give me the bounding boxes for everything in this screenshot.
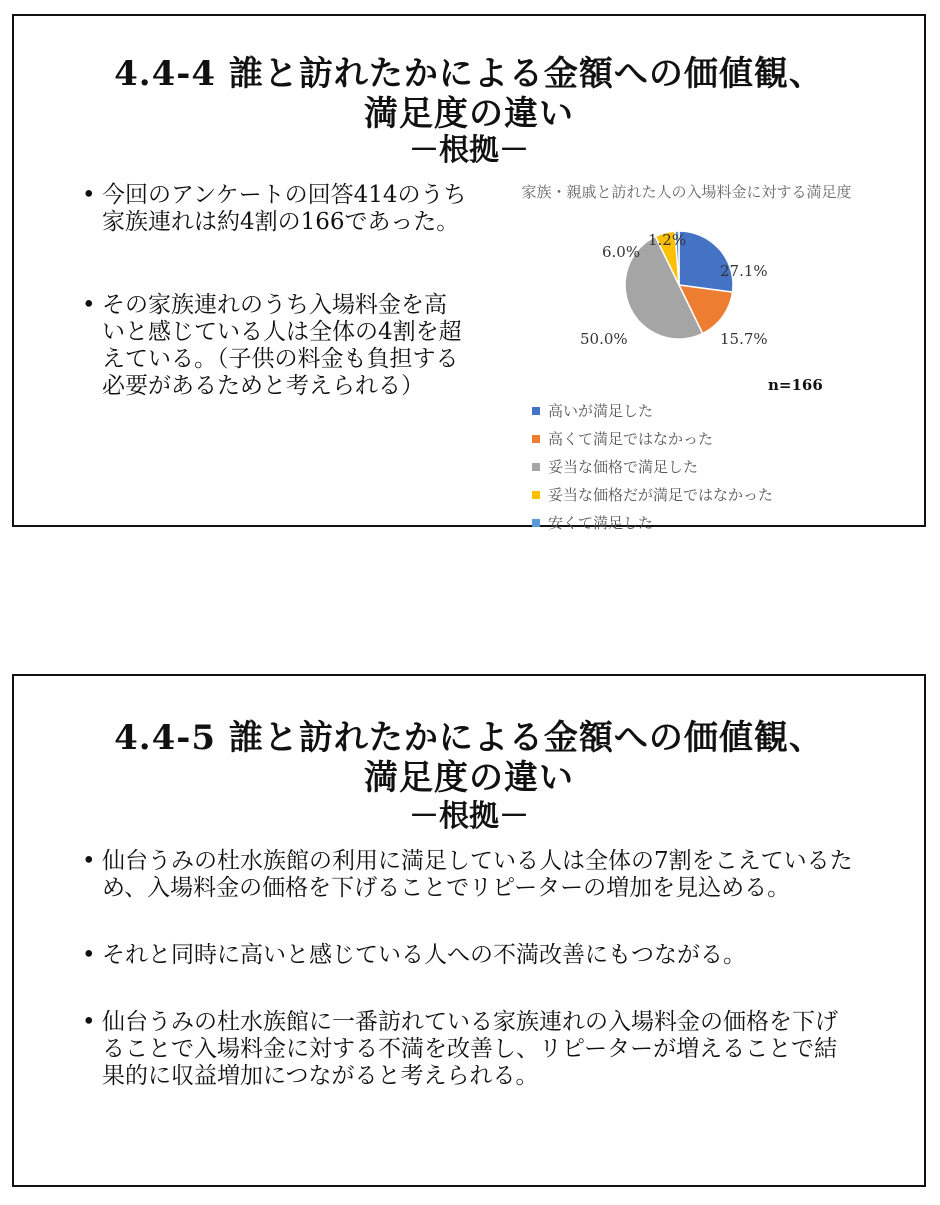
slide1-title-line2: 満足度の違い: [364, 94, 574, 134]
slide2-bullet: • それと同時に高いと感じている人への不満改善にもつながる。: [78, 942, 858, 969]
slide2-title-line2: 満足度の違い: [364, 758, 574, 798]
legend-label: 高いが満足した: [548, 402, 654, 420]
legend-label: 妥当な価格で満足した: [548, 458, 699, 476]
chart-legend: [532, 397, 773, 537]
legend-swatch: [532, 463, 540, 471]
legend-item: [532, 481, 773, 509]
sample-size-label: n=166: [768, 376, 823, 394]
slide2-bullet-list: [78, 848, 858, 1090]
satisfaction-pie-chart: [514, 181, 914, 532]
slice-label-1: 1.2%: [648, 231, 687, 249]
legend-label: 妥当な価格だが満足ではなかった: [548, 486, 774, 504]
slice-label-50: 50.0%: [580, 330, 628, 348]
slide1-bullet: • 今回のアンケートの回答414のうち家族連れは約4割の166であった。: [78, 182, 468, 236]
legend-swatch: [532, 519, 540, 527]
legend-item: [532, 397, 773, 425]
slide1-title-line1: 4.4-4 誰と訪れたかによる金額への価値観、: [114, 54, 824, 94]
slide-4-5: [12, 674, 926, 1187]
legend-item: [532, 453, 773, 481]
slide2-title-line1: 4.4-5 誰と訪れたかによる金額への価値観、: [114, 718, 824, 758]
slide2-bullet: • 仙台うみの杜水族館に一番訪れている家族連れの入場料金の価格を下げることで入場料金に対する不満を改善し、リピーターが増えることで結果的に収益増加につながると考えられる。: [78, 1009, 858, 1090]
legend-label: 高くて満足ではなかった: [548, 430, 714, 448]
slide-4-4: [12, 14, 926, 532]
slide2-bullet: • 仙台うみの杜水族館の利用に満足している人は全体の7割をこえているため、入場料金の価格を下げることでリピーターの増加を見込める。: [78, 848, 858, 902]
legend-label: 安くて満足した: [548, 514, 654, 532]
slice-label-27: 27.1%: [720, 262, 768, 280]
slice-label-15: 15.7%: [720, 330, 768, 348]
legend-swatch: [532, 491, 540, 499]
legend-item: [532, 425, 773, 453]
pie-svg: [514, 221, 914, 421]
chart-title: 家族・親戚と訪れた人の入場料金に対する満足度: [521, 183, 852, 201]
slide1-bullet: • その家族連れのうち入場料金を高いと感じている人は全体の4割を超えている。（子供の料金も負担する必要があるためと考えられる）: [78, 292, 468, 400]
slice-label-6: 6.0%: [602, 243, 641, 261]
legend-swatch: [532, 407, 540, 415]
legend-swatch: [532, 435, 540, 443]
slide2-subtitle: －根拠－: [409, 799, 529, 834]
legend-item: [532, 509, 773, 537]
slide1-bullet-list: [78, 182, 468, 400]
slide1-subtitle: －根拠－: [409, 133, 529, 168]
